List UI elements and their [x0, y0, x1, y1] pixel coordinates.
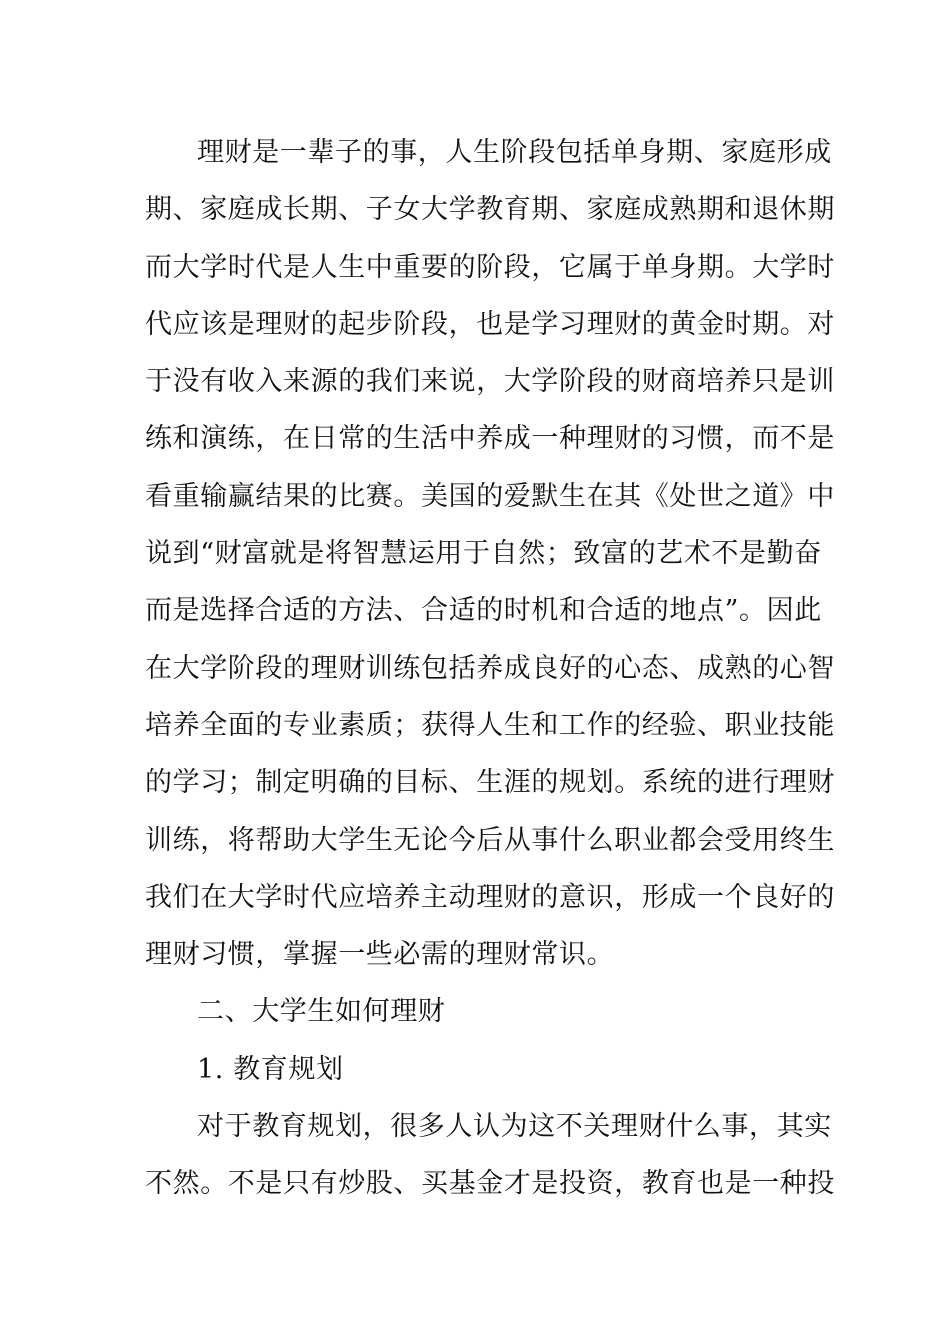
text-line: 1. 教育规划 [197, 1053, 344, 1085]
text-line: 对于教育规划，很多人认为这不关理财什么事，其实 [197, 1111, 832, 1143]
text-line: 培养全面的专业素质；获得人生和工作的经验、职业技能 [145, 709, 835, 741]
text-line: 理财是一辈子的事，人生阶段包括单身期、家庭形成 [197, 137, 832, 168]
text-line: 练和演练，在日常的生活中养成一种理财的习惯，而不是 [145, 423, 835, 455]
text-line: 代应该是理财的起步阶段，也是学习理财的黄金时期。对 [145, 308, 835, 340]
text-line: 于没有收入来源的我们来说，大学阶段的财商培养只是训 [145, 366, 835, 398]
body-text [145, 124, 835, 1213]
text-line: 而是选择合适的方法、合适的时机和合适的地点”。因此 [145, 595, 822, 627]
text-line: 看重输赢结果的比赛。美国的爱默生在其《处世之道》中 [145, 480, 835, 512]
text-line: 在大学阶段的理财训练包括养成良好的心态、成熟的心智 [145, 652, 835, 684]
text-line: 说到“财富就是将智慧运用于自然；致富的艺术不是勤奋 [145, 538, 822, 570]
text-line: 的学习；制定明确的目标、生涯的规划。系统的进行理财 [145, 767, 835, 799]
text-line: 训练，将帮助大学生无论今后从事什么职业都会受用终生 [145, 824, 835, 856]
text-line: 二、大学生如何理财 [197, 996, 446, 1028]
text-line: 而大学时代是人生中重要的阶段，它属于单身期。大学时 [145, 251, 835, 283]
text-line: 期、家庭成长期、子女大学教育期、家庭成熟期和退休期 [145, 194, 835, 226]
text-line: 理财习惯，掌握一些必需的理财常识。 [145, 939, 615, 971]
text-line: 我们在大学时代应培养主动理财的意识，形成一个良好的 [145, 881, 835, 913]
text-line: 不然。不是只有炒股、买基金才是投资，教育也是一种投 [145, 1168, 835, 1200]
